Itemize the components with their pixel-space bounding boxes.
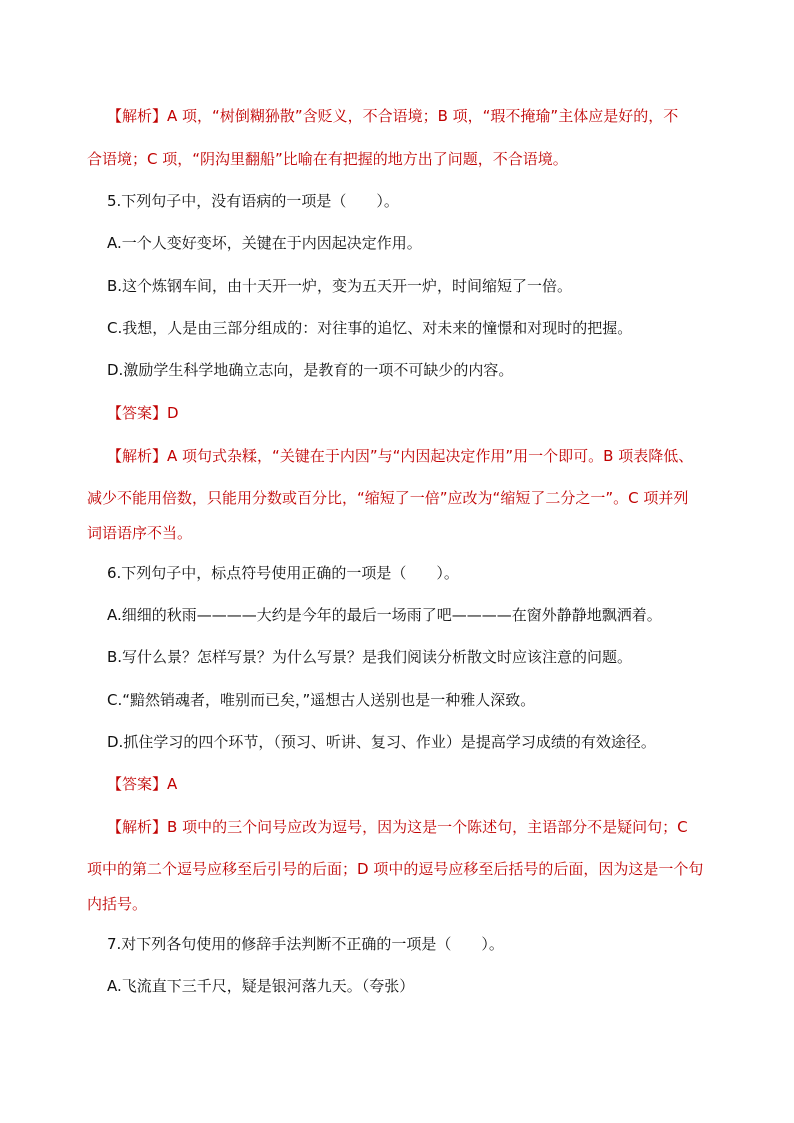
question-5-option-b: B.这个炼钢车间，由十天开一炉，变为五天开一炉，时间缩短了一倍。 — [107, 277, 573, 295]
answer-value: D — [167, 404, 179, 422]
question-5-option-d: D.激励学生科学地确立志向，是教育的一项不可缺少的内容。 — [107, 361, 514, 379]
analysis-text-continued: 内括号。 — [87, 895, 148, 913]
question-6-analysis — [107, 817, 688, 837]
answer-tag: 【答案】 — [107, 404, 168, 422]
question-6-option-c: C.“黯然销魂者，唯别而已矣，”遥想古人送别也是一种雅人深致。 — [107, 691, 536, 709]
analysis-text-continued: 项中的第二个逗号应移至后引号的后面；D 项中的逗号应移至后括号的后面，因为这是一个句 — [87, 860, 704, 878]
analysis-tag: 【解析】 — [107, 818, 168, 836]
analysis-text-continued: 减少不能用倍数，只能用分数或百分比，“缩短了一倍”应改为“缩短了二分之一”。C 项并列 — [87, 489, 689, 507]
analysis-tag: 【解析】 — [107, 447, 168, 465]
analysis-text: B 项中的三个问号应改为逗号，因为这是一个陈述句，主语部分不是疑问句；C — [167, 818, 688, 836]
question-6-option-b: B.写什么景？怎样写景？为什么写景？是我们阅读分析散文时应该注意的问题。 — [107, 648, 633, 666]
question-7-stem: 7.对下列各句使用的修辞手法判断不正确的一项是（ ）。 — [107, 935, 504, 953]
question-5-option-a: A.一个人变好变坏，关键在于内因起决定作用。 — [107, 234, 422, 252]
question-6-option-a: A.细细的秋雨————大约是今年的最后一场雨了吧————在窗外静静地飘洒着。 — [107, 606, 662, 624]
question-6-answer — [107, 774, 177, 794]
question-6-option-d: D.抓住学习的四个环节，（预习、听讲、复习、作业）是提高学习成绩的有效途径。 — [107, 733, 656, 751]
analysis-text-continued: 词语语序不当。 — [87, 524, 193, 542]
answer-value: A — [167, 775, 178, 793]
question-5-answer — [107, 403, 179, 423]
question-5-stem: 5.下列句子中，没有语病的一项是（ ）。 — [107, 192, 399, 210]
answer-tag: 【答案】 — [107, 775, 168, 793]
analysis-paragraph — [107, 106, 678, 126]
analysis-text: A 项，“树倒糊狲散”含贬义，不合语境；B 项，“瑕不掩瑜”主体应是好的，不 — [167, 107, 679, 125]
question-6-stem: 6.下列句子中，标点符号使用正确的一项是（ ）。 — [107, 564, 459, 582]
question-5-option-c: C.我想，人是由三部分组成的：对往事的追忆、对未来的憧憬和对现时的把握。 — [107, 319, 633, 337]
question-5-analysis — [107, 446, 693, 466]
analysis-text: A 项句式杂糅，“关键在于内因”与“内因起决定作用”用一个即可。B 项表降低、 — [167, 447, 694, 465]
analysis-tag: 【解析】 — [107, 107, 168, 125]
analysis-text-continued: 合语境；C 项，“阴沟里翻船”比喻在有把握的地方出了问题，不合语境。 — [87, 150, 568, 168]
question-7-option-a: A.飞流直下三千尺，疑是银河落九天。（夸张） — [107, 977, 415, 995]
